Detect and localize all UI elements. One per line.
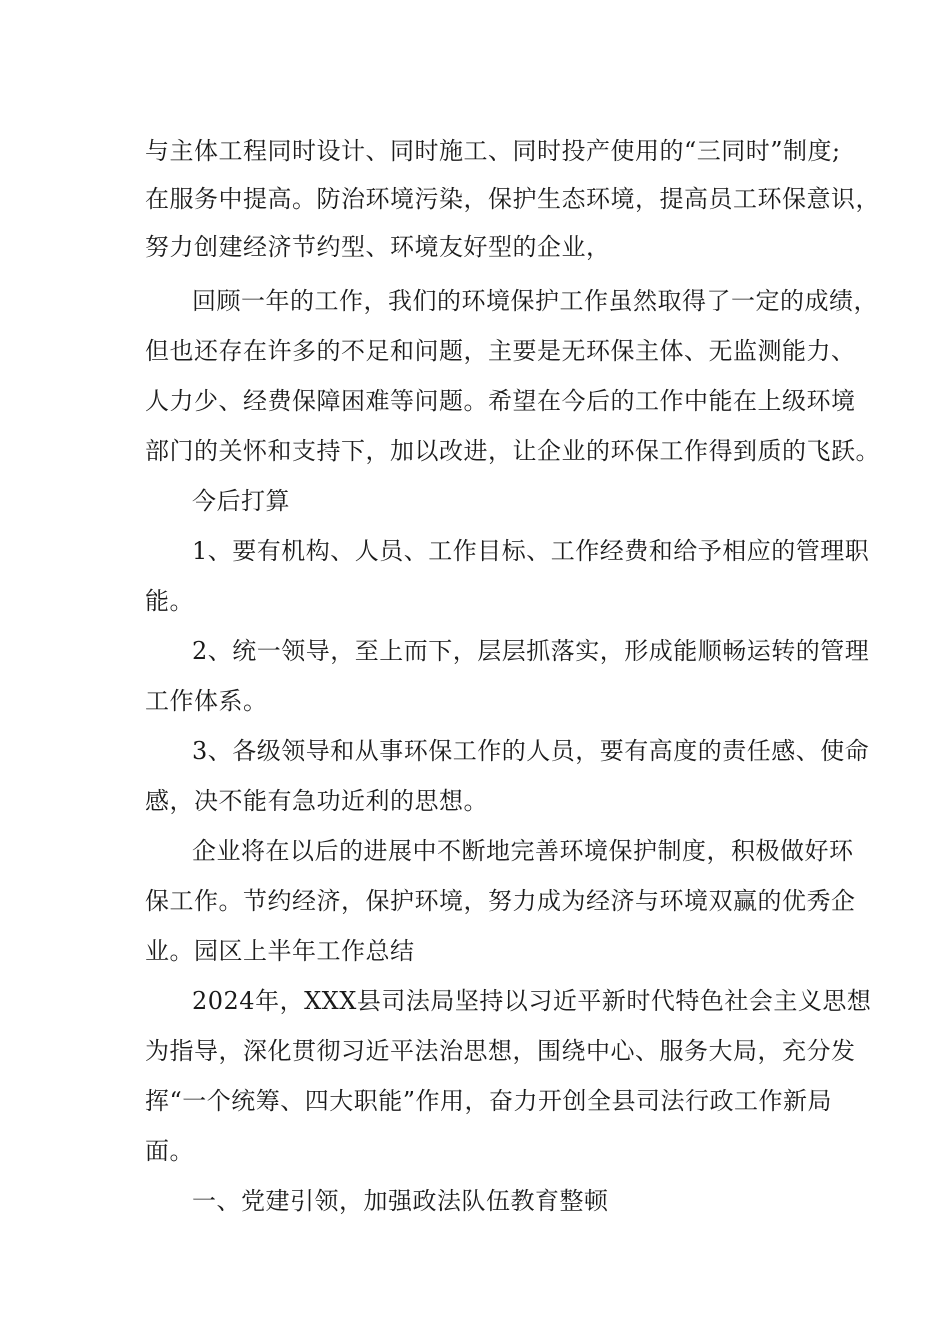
text-line: 保工作。节约经济，保护环境，努力成为经济与环境双赢的优秀企 — [145, 887, 856, 915]
paragraph-start-line: 企业将在以后的进展中不断地完善环境保护制度，积极做好环 — [192, 837, 854, 865]
list-item-3: 3、各级领导和从事环保工作的人员，要有高度的责任感、使命 — [192, 737, 870, 765]
text-line: 为指导，深化贯彻习近平法治思想，围绕中心、服务大局，充分发 — [145, 1037, 856, 1065]
text-line: 能。 — [145, 587, 194, 615]
text-line: 感，决不能有急功近利的思想。 — [145, 787, 488, 815]
text-line: 但也还存在许多的不足和问题，主要是无环保主体、无监测能力、 — [145, 337, 856, 365]
list-item-2: 2、统一领导，至上而下，层层抓落实，形成能顺畅运转的管理 — [192, 637, 870, 665]
text-line: 努力创建经济节约型、环境友好型的企业， — [145, 233, 611, 261]
text-line: 在服务中提高。防治环境污染，保护生态环境，提高员工环保意识， — [145, 185, 880, 213]
text-line: 人力少、经费保障困难等问题。希望在今后的工作中能在上级环境 — [145, 387, 856, 415]
text-line: 与主体工程同时设计、同时施工、同时投产使用的“三同时”制度; — [145, 137, 841, 165]
section-heading: 一、党建引领，加强政法队伍教育整顿 — [192, 1187, 609, 1215]
text-line: 部门的关怀和支持下，加以改进，让企业的环保工作得到质的飞跃。 — [145, 437, 880, 465]
text-line: 工作体系。 — [145, 687, 268, 715]
text-line: 业。园区上半年工作总结 — [145, 937, 415, 965]
paragraph-start-line: 回顾一年的工作，我们的环境保护工作虽然取得了一定的成绩， — [192, 287, 878, 315]
text-line: 挥“一个统筹、四大职能”作用，奋力开创全县司法行政工作新局 — [145, 1087, 833, 1115]
text-line: 面。 — [145, 1137, 194, 1165]
section-heading: 今后打算 — [192, 487, 290, 515]
list-item-1: 1、要有机构、人员、工作目标、工作经费和给予相应的管理职 — [192, 537, 870, 565]
paragraph-start-line: 2024年，XXX县司法局坚持以习近平新时代特色社会主义思想 — [192, 987, 872, 1015]
